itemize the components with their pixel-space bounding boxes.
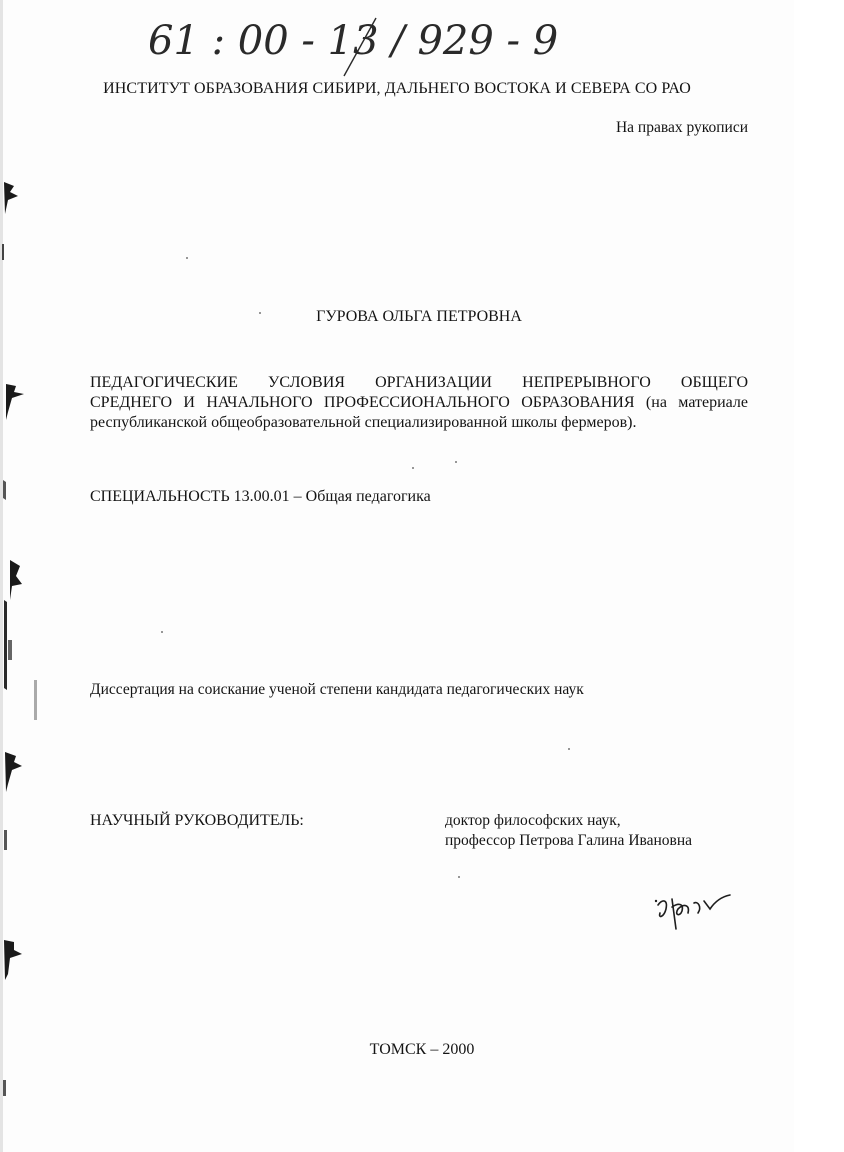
city-year: ТОМСК – 2000 (369, 1041, 475, 1058)
supervisor-degree: доктор философских наук, (445, 812, 621, 829)
scan-speck (455, 461, 457, 463)
binding-edge-artifacts (0, 0, 40, 1152)
signature (650, 885, 740, 940)
supervisor-name: профессор Петрова Галина Ивановна (445, 832, 693, 849)
rights-note: На правах рукописи (615, 119, 748, 136)
title-line: ПЕДАГОГИЧЕСКИЕ УСЛОВИЯ ОРГАНИЗАЦИИ НЕПРЕРЫВНОГО ОБЩЕГО (90, 374, 748, 391)
scan-speck (259, 312, 261, 314)
specialty: СПЕЦИАЛЬНОСТЬ 13.00.01 – Общая педагогика (90, 488, 431, 505)
scan-speck (186, 257, 188, 259)
dissertation-degree: Диссертация на соискание ученой степени кандидата педагогических наук (90, 681, 584, 698)
title-line: СРЕДНЕГО И НАЧАЛЬНОГО ПРОФЕССИОНАЛЬНОГО ОБРАЗОВАНИЯ (на материале (90, 394, 748, 411)
dissertation-title (90, 373, 748, 433)
institute-name: ИНСТИТУТ ОБРАЗОВАНИЯ СИБИРИ, ДАЛЬНЕГО ВОСТОКА И СЕВЕРА СО РАО (103, 80, 691, 97)
catalog-code-text: 61 : 00 - 13 / 929 - 9 (148, 18, 559, 64)
scan-speck (161, 631, 163, 633)
scan-speck (568, 748, 570, 750)
scan-speck (458, 876, 460, 878)
handwritten-catalog-code (148, 10, 559, 80)
title-line: республиканской общеобразовательной специализированной школы фермеров). (90, 414, 637, 431)
scan-speck (412, 467, 414, 469)
author-name: ГУРОВА ОЛЬГА ПЕТРОВНА (316, 308, 522, 325)
supervisor-label: НАУЧНЫЙ РУКОВОДИТЕЛЬ: (90, 812, 304, 829)
